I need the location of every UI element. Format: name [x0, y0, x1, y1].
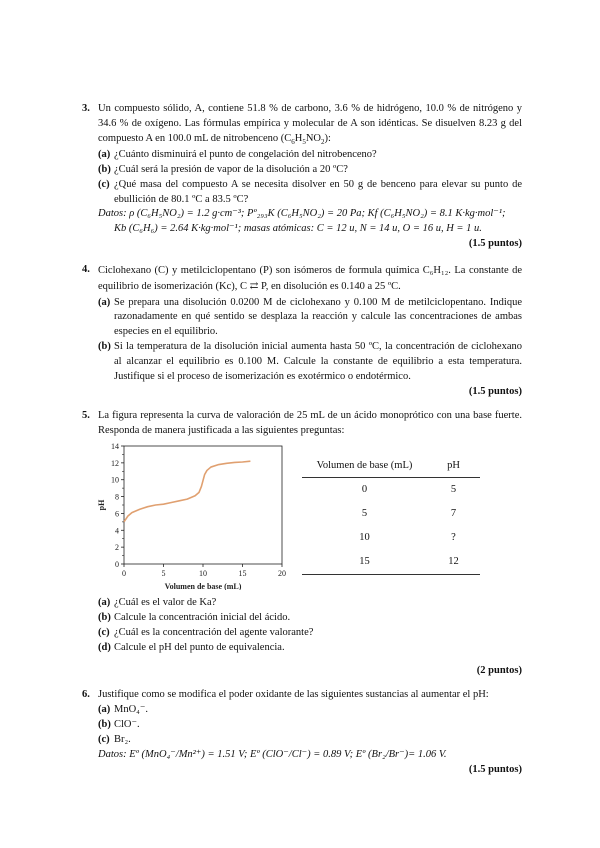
question-5 — [82, 409, 522, 439]
data-line: Datos: ρ (C₆H₅NO₂) = 1.2 g·cm⁻³; Pº₂₉₃K (C₆H₅NO₂) = 20 Pa; Kf (C₆H₅NO₂) = 8.1 K·kg·mol⁻¹; Kb (C₆H₆) = 2.64 K·kg·mol⁻¹; masas atómicas: C = 12 u, N = 14 u, O = 16 u, H = 1 u. — [98, 208, 506, 235]
y-tick-label: 12 — [111, 458, 119, 468]
question-4 — [82, 263, 522, 400]
option-b: (b) Si la temperatura de la disolución inicial aumenta hasta 50 ºC, la concentración de ciclohexano al alcanzar el equilibrio es 0.100 M. Calcule la constante de equilibrio a esta temperatura. Justifique si el proceso de isomerización es exotérmico o endotérmico. — [98, 341, 522, 383]
question-text: Justifique como se modifica el poder oxidante de las siguientes sustancias al aumentar el pH: — [98, 689, 489, 700]
option-b: (b) Calcule la concentración inicial del ácido. — [98, 611, 291, 623]
question-number: 5. — [82, 410, 90, 421]
y-tick-label: 10 — [111, 475, 119, 485]
x-axis-label: Volumen de base (mL) — [164, 582, 242, 590]
points: (1.5 puntos) — [468, 238, 522, 250]
y-tick-label: 6 — [115, 509, 119, 519]
y-tick-label: 0 — [115, 560, 119, 569]
titration-chart — [96, 440, 296, 590]
points: (1.5 puntos) — [468, 385, 522, 397]
table-row — [302, 477, 480, 501]
x-tick-label: 15 — [238, 569, 247, 578]
option-a: (a) ¿Cuánto disminuirá el punto de congelación del nitrobenceno? — [98, 148, 377, 160]
question-text: Un compuesto sólido, A, contiene 51.8 % de carbono, 3.6 % de hidrógeno, 10.0 % de nitrógeno y 34.6 % de oxígeno. Las fórmulas empírica y molecular de A son idénticas. Se disuelven 8.23 g del compuesto A en 100.0 mL de nitrobenceno $(C_6H_5NO_2)$: — [98, 103, 522, 146]
table-row — [302, 526, 480, 550]
col-header-ph: pH — [427, 459, 480, 477]
table-row — [302, 550, 480, 574]
question-number: 6. — [82, 689, 90, 700]
option-c: (c) ¿Qué masa del compuesto A se necesita disolver en 50 g de benceno para elevar su punto de ebullición de 80.1 ºC a 83.5 ºC? — [98, 178, 522, 205]
x-tick-label: 10 — [199, 569, 207, 578]
points: (2 puntos) — [476, 664, 522, 676]
y-axis-label: pH — [97, 499, 106, 511]
option-c: (c) Br₂. — [98, 733, 131, 745]
y-tick-label: 14 — [111, 442, 119, 451]
option-a: (a) MnO₄⁻. — [98, 703, 148, 715]
cell-volume: 5 — [361, 507, 368, 519]
titration-curve-line — [124, 461, 250, 522]
question-number: 4. — [82, 264, 90, 275]
volume-ph-table — [302, 459, 480, 575]
cell-volume: 0 — [361, 483, 368, 495]
option-a: (a) Se prepara una disolución 0.0200 M de ciclohexano y 0.100 M de metilciclopentano. Indique razonadamente en qué sentido se desplaza la reacción y calcule las concentraciones de ambas especies en el equilibrio. — [98, 296, 522, 338]
question-3 — [82, 102, 522, 252]
cell-ph: 12 — [427, 550, 480, 574]
table-header-row — [302, 459, 480, 477]
col-header-volume: Volumen de base (mL) — [302, 459, 427, 477]
points: (1.5 puntos) — [468, 763, 522, 775]
question-6 — [82, 688, 522, 777]
cell-ph: 7 — [450, 507, 457, 519]
x-tick-label: 5 — [161, 569, 166, 578]
option-b: (b) ClO⁻. — [98, 718, 140, 730]
option-d: (d) Calcule el pH del punto de equivalencia. — [98, 641, 285, 653]
x-tick-label: 20 — [278, 569, 286, 578]
table-row — [302, 502, 480, 526]
option-b: (b) ¿Cuál será la presión de vapor de la disolución a 20 ºC? — [98, 163, 348, 175]
data-line: Datos: Eº (MnO₄⁻/Mn²⁺) = 1.51 V; Eº (ClO⁻/Cl⁻) = 0.89 V; Eº (Br₂/Br⁻)= 1.06 V. — [98, 748, 447, 760]
cell-ph: 5 — [450, 483, 457, 495]
cell-volume: 10 — [359, 531, 370, 543]
question-number: 3. — [82, 103, 90, 114]
question-text: Ciclohexano (C) y metilciclopentano (P) son isómeros de formula química C₆H₁₂. La constante de equilibrio de isomerización (Kc), C ⇄ P, en disolución es 0.140 a 25 ºC. — [98, 265, 522, 293]
y-tick-label: 2 — [115, 543, 119, 553]
option-a: (a) ¿Cuál es el valor de Ka? — [98, 597, 217, 608]
cell-volume: 15 — [302, 550, 427, 574]
plot-frame — [124, 446, 282, 564]
y-tick-label: 4 — [115, 526, 119, 536]
x-tick-label: 0 — [122, 569, 126, 578]
question-text: La figura representa la curva de valoración de 25 mL de un ácido monoprótico con una base fuerte. Responda de manera justificada a las siguientes preguntas: — [98, 410, 522, 436]
question-5-options — [82, 596, 522, 679]
option-c: (c) ¿Cuál es la concentración del agente valorante? — [98, 626, 314, 638]
y-tick-label: 8 — [115, 492, 119, 502]
cell-ph: ? — [451, 531, 456, 543]
